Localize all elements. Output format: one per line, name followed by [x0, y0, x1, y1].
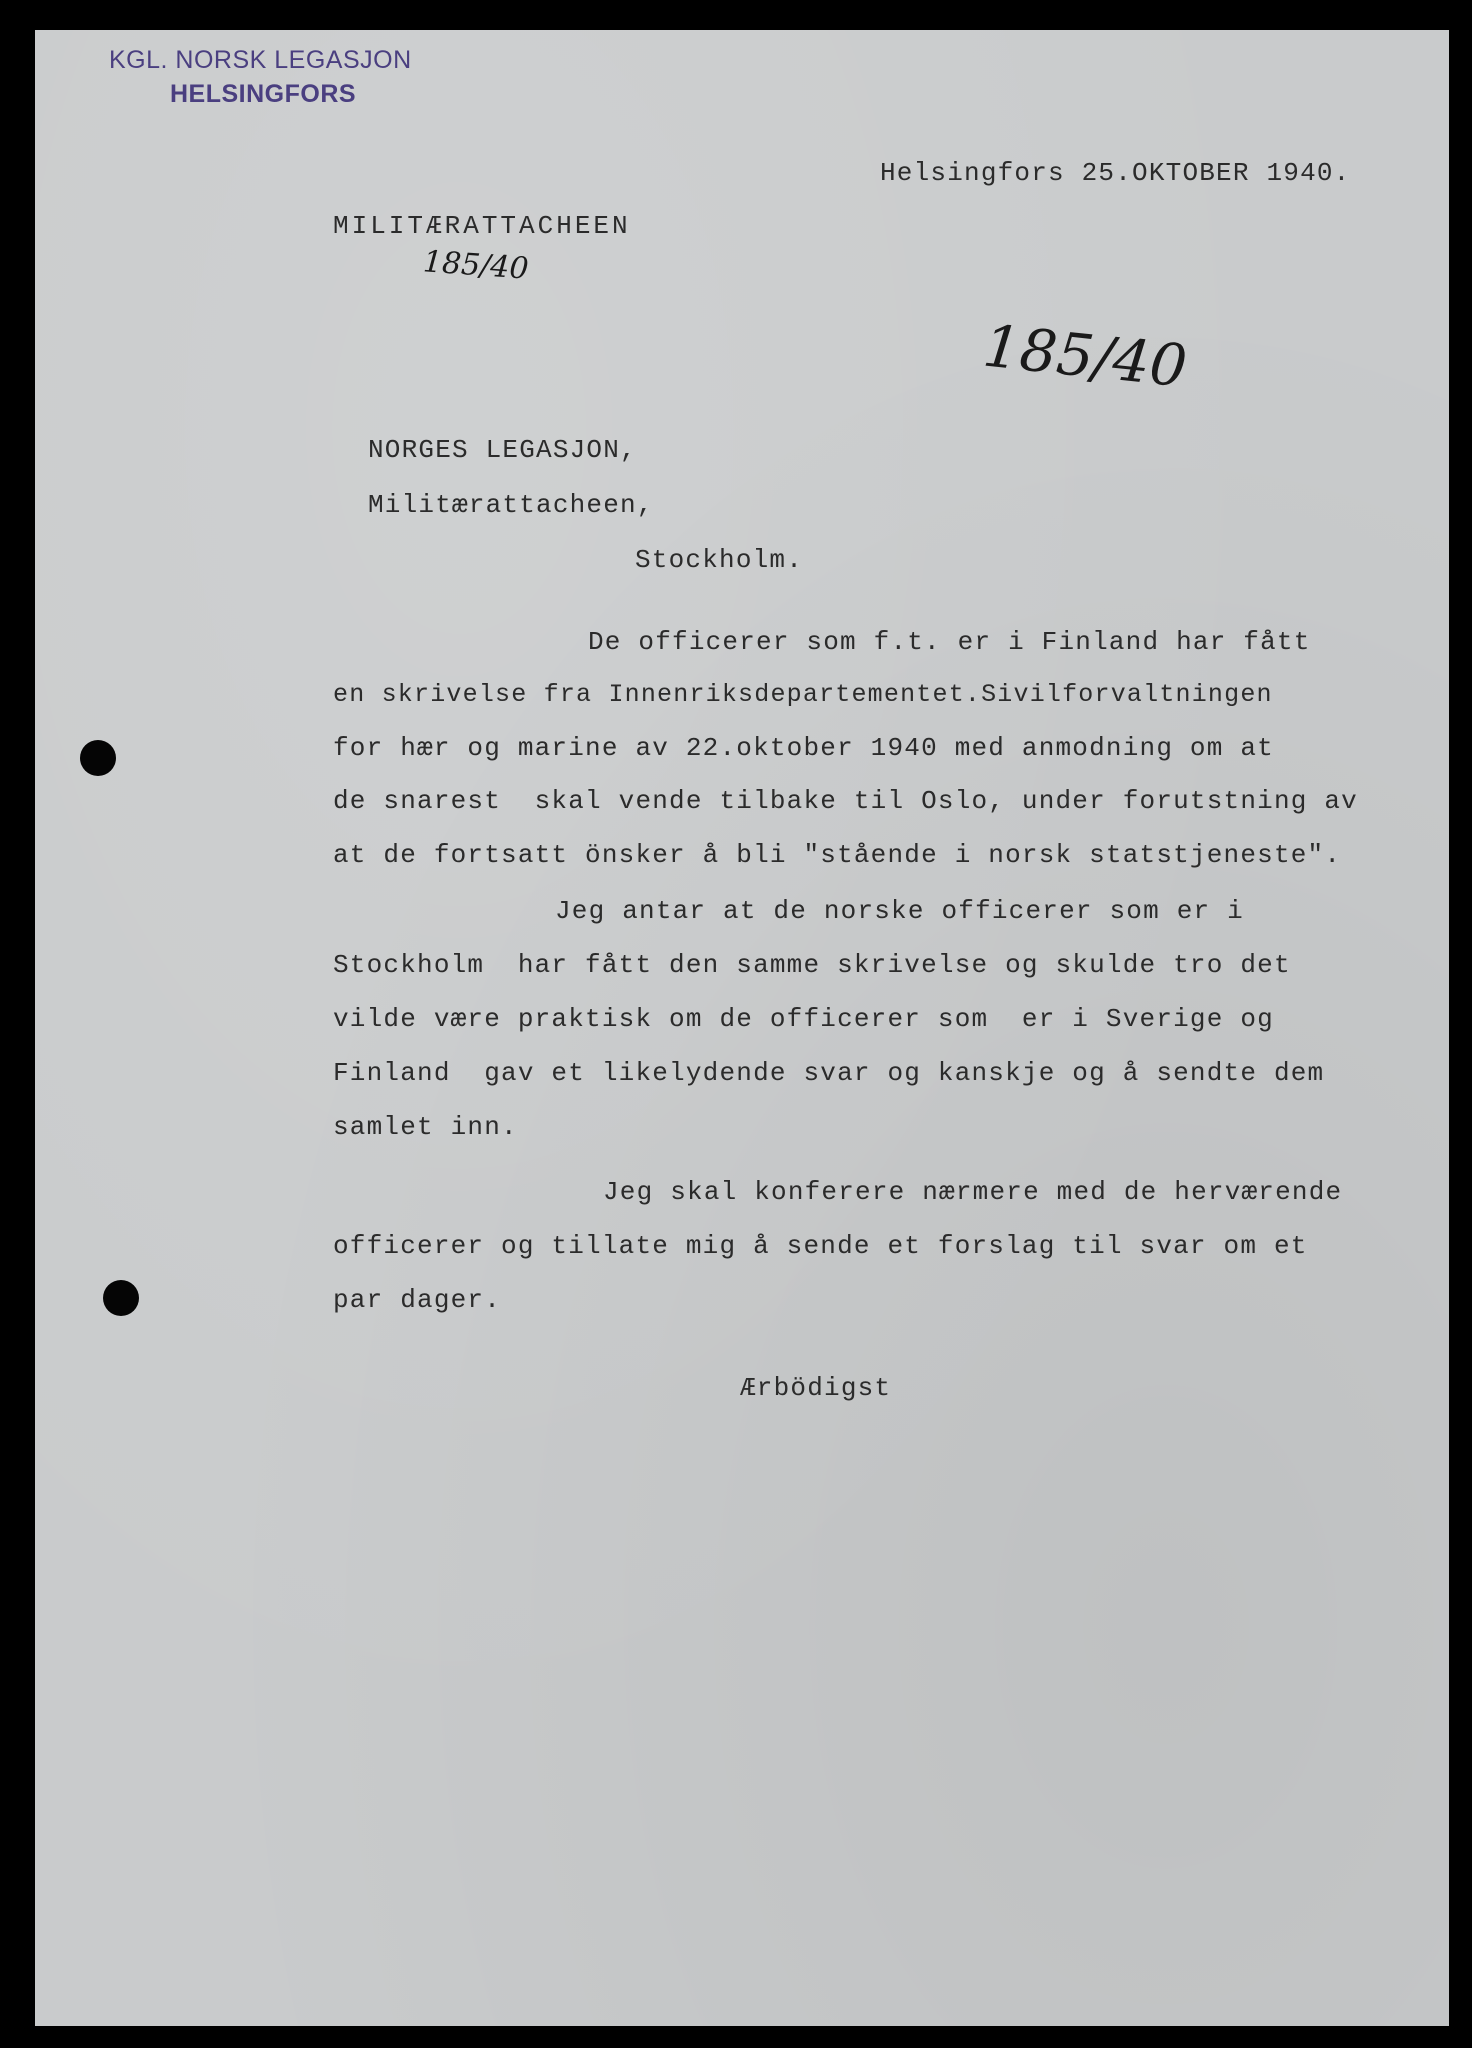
legation-stamp-line1: KGL. NORSK LEGASJON — [109, 46, 412, 74]
body-line: par dager. — [333, 1285, 502, 1315]
body-line: Stockholm har fått den samme skrivelse og skulde tro det — [333, 950, 1291, 980]
body-line: Jeg antar at de norske officerer som er i — [555, 896, 1244, 926]
closing: Ærbödigst — [740, 1373, 892, 1403]
body-line: De officerer som f.t. er i Finland har fått — [588, 627, 1311, 657]
body-line: officerer og tillate mig å sende et forslag til svar om et — [333, 1231, 1308, 1261]
body-line: for hær og marine av 22.oktober 1940 med anmodning om at — [333, 733, 1274, 763]
body-line: Finland gav et likelydende svar og kanskje og å sendte dem — [333, 1058, 1325, 1088]
handwritten-reference-large: 185/40 — [980, 311, 1191, 401]
addressee-line1: NORGES LEGASJON, — [368, 435, 637, 465]
body-line: at de fortsatt önsker å bli "stående i norsk statstjeneste". — [333, 840, 1342, 870]
body-line: de snarest skal vende tilbake til Oslo, under forutstning av — [333, 786, 1358, 816]
body-line: en skrivelse fra Innenriksdepartementet.Sivilforvaltningen — [333, 680, 1273, 709]
body-line: vilde være praktisk om de officerer som er i Sverige og — [333, 1004, 1274, 1034]
handwritten-reference-small: 185/40 — [421, 244, 530, 287]
body-line: Jeg skal konferere nærmere med de herværende — [603, 1177, 1343, 1207]
punch-hole-lower — [103, 1280, 139, 1316]
office-heading: MILITÆRATTACHEEN — [333, 211, 631, 241]
addressee-line2: Militærattacheen, — [368, 490, 654, 520]
date-line: Helsingfors 25.OKTOBER 1940. — [880, 158, 1351, 188]
legation-stamp-line2: HELSINGFORS — [170, 80, 357, 108]
document-page — [35, 30, 1449, 2026]
punch-hole-upper — [80, 740, 116, 776]
body-line: samlet inn. — [333, 1112, 518, 1142]
addressee-line3: Stockholm. — [635, 545, 804, 575]
